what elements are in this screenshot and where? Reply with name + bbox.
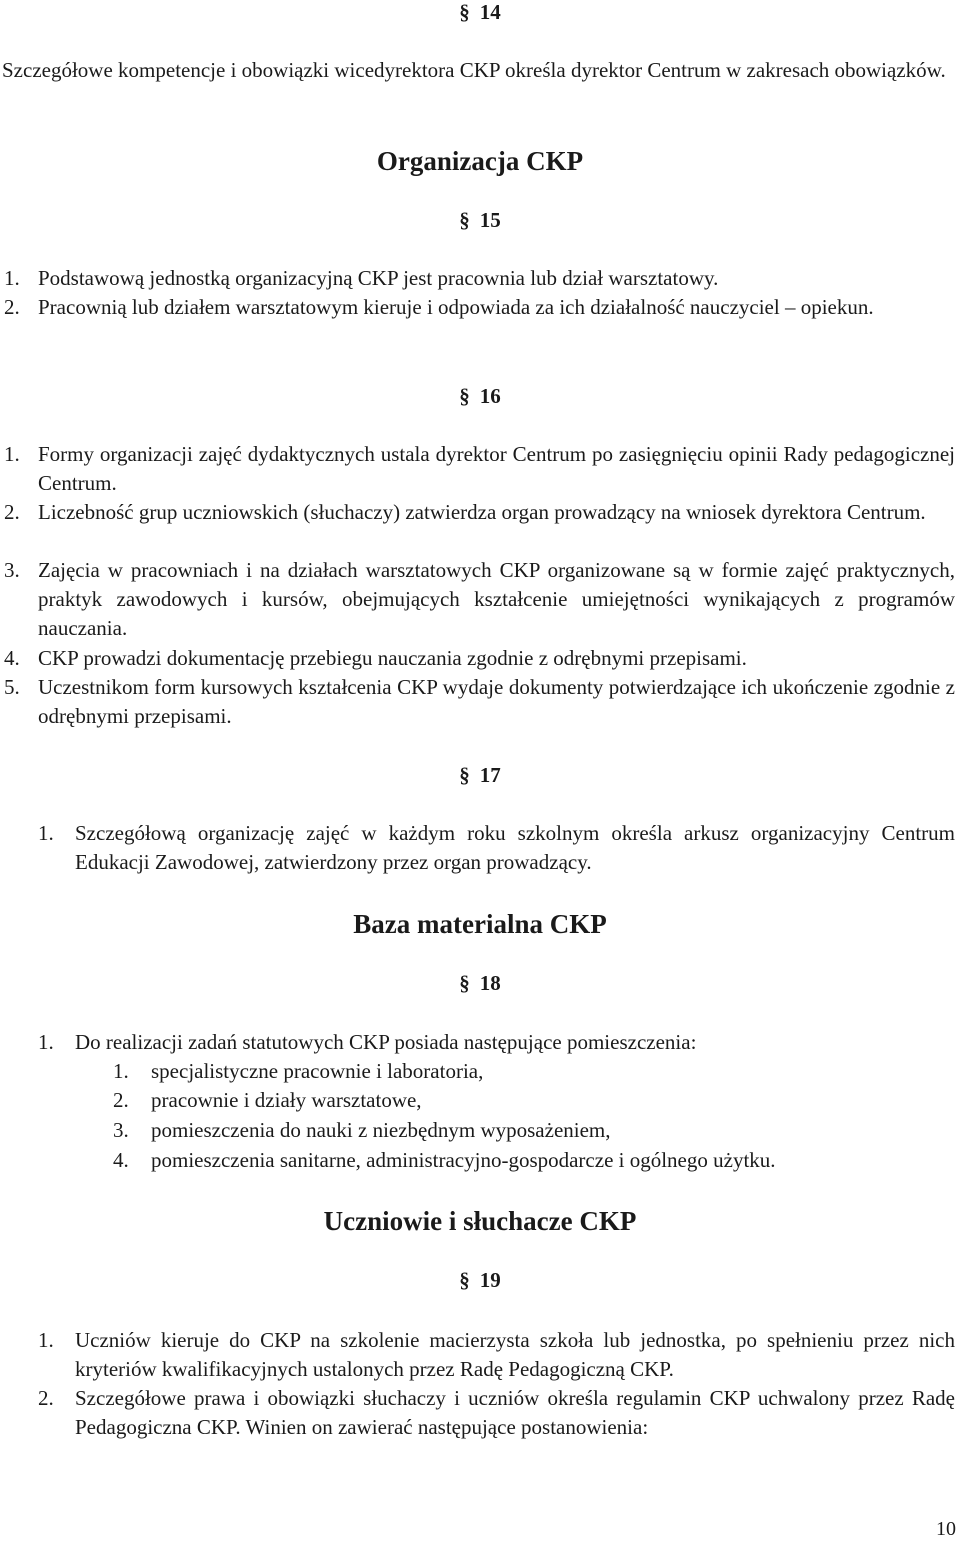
- list-item: [38, 1028, 955, 1057]
- list-item: [4, 264, 955, 293]
- list-item: [4, 498, 955, 527]
- section-mark: §: [459, 384, 470, 408]
- item-text: Liczebność grup uczniowskich (słuchaczy) zatwierdza organ prowadzący na wniosek dyrektora Centrum.: [38, 500, 926, 524]
- list-item: [38, 1384, 955, 1442]
- section-number: 18: [479, 971, 501, 995]
- section-heading-19: [0, 1266, 960, 1295]
- section-mark: §: [459, 208, 470, 232]
- list-item: [4, 673, 955, 731]
- item-number: 5.: [4, 675, 20, 699]
- item-number: 1.: [38, 821, 54, 845]
- item-number: 1.: [113, 1059, 129, 1083]
- section-mark: §: [459, 0, 470, 24]
- item-text: Szczegółowe prawa i obowiązki słuchaczy i uczniów określa regulamin CKP uchwalony przez Radę Pedagogiczna CKP. Winien on zawierać następujące postanowienia:: [75, 1386, 955, 1439]
- item-number: 4.: [113, 1148, 129, 1172]
- section-heading-14: [0, 0, 960, 27]
- item-number: 2.: [4, 500, 20, 524]
- sub-list-item: [113, 1146, 913, 1175]
- heading-organizacja: Organizacja CKP: [376, 146, 584, 176]
- item-text: Pracownią lub działem warsztatowym kieruje i odpowiada za ich działalność nauczyciel – opiekun.: [38, 295, 874, 319]
- item-text: Szczegółową organizację zajęć w każdym roku szkolnym określa arkusz organizacyjny Centrum Edukacji Zawodowej, zatwierdzony przez organ prowadzący.: [75, 821, 955, 874]
- section-number: 17: [479, 763, 501, 787]
- item-number: 1.: [4, 266, 20, 290]
- item-text: Do realizacji zadań statutowych CKP posiada następujące pomieszczenia:: [75, 1030, 697, 1054]
- sub-list-item: [113, 1057, 913, 1086]
- section-heading-15: [0, 206, 960, 235]
- section-heading-17: [0, 761, 960, 790]
- item-text: Formy organizacji zajęć dydaktycznych ustala dyrektor Centrum po zasięgnięciu opinii Rady pedagogicznej Centrum.: [38, 442, 955, 495]
- section-heading-18: [0, 969, 960, 998]
- item-number: 3.: [113, 1118, 129, 1142]
- section-mark: §: [459, 971, 470, 995]
- heading-baza: Baza materialna CKP: [353, 909, 607, 939]
- sub-list-item: [113, 1116, 913, 1145]
- section-number: 19: [479, 1268, 501, 1292]
- item-text: pomieszczenia do nauki z niezbędnym wyposażeniem,: [151, 1118, 611, 1142]
- list-item: [4, 293, 955, 322]
- heading-uczniowie: Uczniowie i słuchacze CKP: [323, 1206, 637, 1236]
- section-number: 15: [479, 208, 501, 232]
- section-number: 16: [479, 384, 501, 408]
- list-item: [38, 1326, 955, 1384]
- section-heading-16: [0, 382, 960, 411]
- list-item: [4, 556, 955, 643]
- section-number: 14: [479, 0, 501, 24]
- item-number: 2.: [38, 1386, 54, 1410]
- list-item: [38, 819, 955, 877]
- item-number: 2.: [113, 1088, 129, 1112]
- list-item: [4, 644, 955, 673]
- item-text: pomieszczenia sanitarne, administracyjno-gospodarcze i ogólnego użytku.: [151, 1148, 776, 1172]
- item-number: 2.: [4, 295, 20, 319]
- item-text: Uczniów kieruje do CKP na szkolenie macierzysta szkoła lub jednostka, po spełnieniu przez nich kryteriów kwalifikacyjnych ustalonych przez Radę Pedagogiczną CKP.: [75, 1328, 955, 1381]
- item-text: pracownie i działy warsztatowe,: [151, 1088, 422, 1112]
- item-number: 1.: [4, 442, 20, 466]
- item-number: 3.: [4, 558, 20, 582]
- item-text: specjalistyczne pracownie i laboratoria,: [151, 1059, 484, 1083]
- item-number: 1.: [38, 1030, 54, 1054]
- paragraph-s14: Szczegółowe kompetencje i obowiązki wicedyrektora CKP określa dyrektor Centrum w zakresach obowiązków.: [2, 58, 946, 82]
- list-item: [4, 440, 955, 498]
- section-mark: §: [459, 763, 470, 787]
- page-number: 10: [936, 1518, 956, 1540]
- section-mark: §: [459, 1268, 470, 1292]
- item-text: Zajęcia w pracowniach i na działach warsztatowych CKP organizowane są w formie zajęć praktycznych, praktyk zawodowych i kursów, obejmujących kształcenie umiejętności wynikających z programów nauczania.: [38, 558, 955, 640]
- item-text: Podstawową jednostką organizacyjną CKP jest pracownia lub dział warsztatowy.: [38, 266, 719, 290]
- item-number: 4.: [4, 646, 20, 670]
- item-text: Uczestnikom form kursowych kształcenia CKP wydaje dokumenty potwierdzające ich ukończenie zgodnie z odrębnymi przepisami.: [38, 675, 955, 728]
- sub-list-item: [113, 1086, 913, 1115]
- item-number: 1.: [38, 1328, 54, 1352]
- item-text: CKP prowadzi dokumentację przebiegu nauczania zgodnie z odrębnymi przepisami.: [38, 646, 747, 670]
